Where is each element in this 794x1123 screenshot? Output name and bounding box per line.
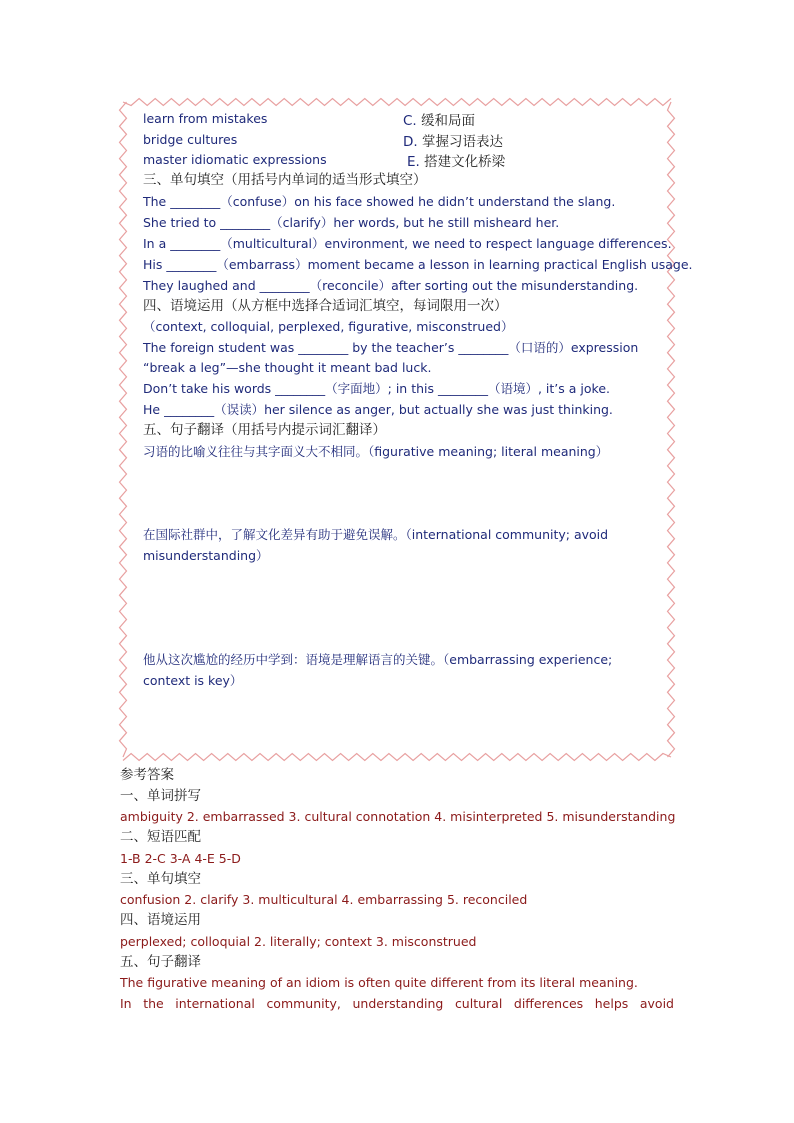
answers-heading-3: 三、单句填空 [120, 871, 201, 887]
section4-item-2: Don’t take his words ________（字面地）; in this ________（语境）, it’s a joke. [143, 381, 610, 396]
section5-heading: 五、句子翻译（用括号内提示词汇翻译） [143, 422, 386, 438]
match-right-1 [403, 109, 475, 129]
answers-heading-5: 五、句子翻译 [120, 954, 201, 970]
match-letter: D. [403, 134, 418, 150]
answers-text-3: confusion 2. clarify 3. multicultural 4. embarrassing 5. reconciled [120, 892, 528, 907]
answers-text-2: 1-B 2-C 3-A 4-E 5-D [120, 851, 241, 866]
match-left-3: master idiomatic expressions [143, 152, 327, 167]
match-text: 掌握习语表达 [421, 134, 503, 150]
section5-item-3: 他从这次尴尬的经历中学到：语境是理解语言的关键。（embarrassing experience; [143, 652, 613, 667]
match-text: 缓和局面 [421, 113, 476, 129]
section5-item-1: 习语的比喻义往往与其字面义大不相同。（figurative meaning; literal meaning） [143, 444, 609, 459]
answer-word: the [143, 996, 164, 1011]
match-right-2 [403, 130, 503, 150]
answer-word: community, [266, 996, 341, 1011]
answers-text-5: The figurative meaning of an idiom is often quite different from its literal meaning. [120, 975, 638, 990]
answer-word: In [120, 996, 132, 1011]
section3-item-3: In a ________（multicultural）environment, we need to respect language differences. [143, 236, 672, 251]
section4-item-1-cont: “break a leg”—she thought it meant bad luck. [143, 360, 432, 375]
section3-heading: 三、单句填空（用括号内单词的适当形式填空） [143, 172, 427, 188]
section3-item-5: They laughed and ________（reconcile）after sorting out the misunderstanding. [143, 278, 639, 293]
answer-word: international [175, 996, 255, 1011]
match-left-2: bridge cultures [143, 132, 238, 147]
match-left-1: learn from mistakes [143, 111, 268, 126]
section3-item-4: His ________（embarrass）moment became a lesson in learning practical English usage. [143, 257, 693, 272]
section4-heading: 四、语境运用（从方框中选择合适词汇填空，每词限用一次） [143, 298, 508, 314]
answers-title: 参考答案 [120, 767, 174, 783]
match-letter: E. [407, 154, 420, 170]
answers-heading-2: 二、短语匹配 [120, 829, 201, 845]
section3-item-2: She tried to ________（clarify）her words, but he still misheard her. [143, 215, 560, 230]
section3-item-1: The ________（confuse）on his face showed he didn’t understand the slang. [143, 194, 616, 209]
match-letter: C. [403, 113, 417, 129]
section5-item-2-cont: misunderstanding） [143, 548, 269, 563]
answers-heading-1: 一、单词拼写 [120, 788, 201, 804]
section5-item-2: 在国际社群中，了解文化差异有助于避免误解。（international community; avoid [143, 527, 609, 542]
section5-item-3-cont: context is key） [143, 673, 243, 688]
section4-wordbox: （context, colloquial, perplexed, figurative, misconstrued） [143, 319, 514, 334]
answers-text-1: ambiguity 2. embarrassed 3. cultural connotation 4. misinterpreted 5. misunderstanding [120, 809, 676, 824]
answer-word: avoid [639, 996, 674, 1011]
section4-item-1: The foreign student was ________ by the teacher’s ________（口语的）expression [143, 340, 639, 355]
answer-word: understanding [352, 996, 444, 1011]
section4-item-3: He ________（误读）her silence as anger, but actually she was just thinking. [143, 402, 613, 417]
answer-word: helps [594, 996, 629, 1011]
match-text: 搭建文化桥梁 [424, 154, 506, 170]
answer-word: cultural [454, 996, 503, 1011]
answers-justified-line [120, 995, 674, 1013]
match-right-3 [407, 150, 505, 170]
answers-heading-4: 四、语境运用 [120, 912, 201, 928]
answers-text-4: perplexed; colloquial 2. literally; context 3. misconstrued [120, 934, 477, 949]
answer-word: differences [513, 996, 584, 1011]
